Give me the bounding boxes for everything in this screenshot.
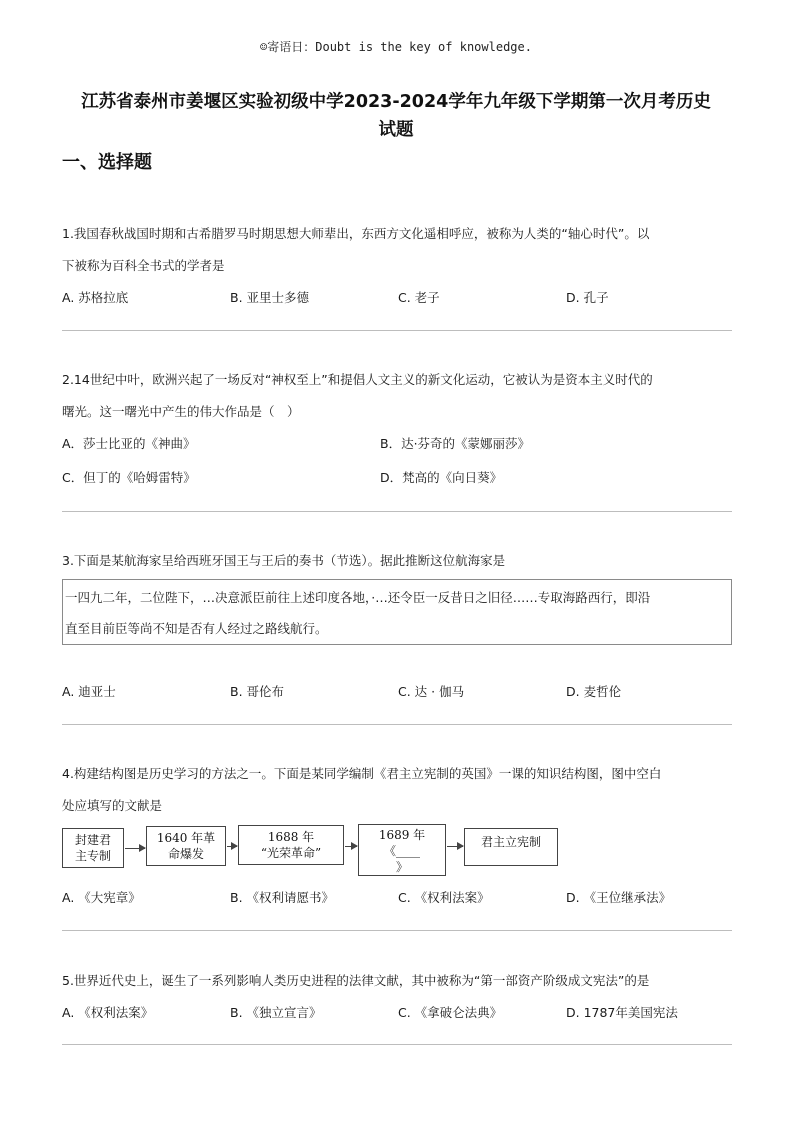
- box-text-line: 封建君: [74, 833, 111, 847]
- question-3-stem: [62, 545, 734, 577]
- question-2-options-row-2: [62, 462, 734, 494]
- box-text-line: 主专制: [74, 849, 111, 863]
- option-b[interactable]: B. 哥伦布: [230, 684, 285, 699]
- source-quote-box: [62, 579, 732, 645]
- option-a[interactable]: A. 《权利法案》: [62, 1005, 154, 1020]
- question-4-line-1: 4.构建结构图是历史学习的方法之一。下面是某同学编制《君主立宪制的英国》一课的知识结构图，图中空白: [62, 766, 662, 781]
- question-4-stem: [62, 758, 734, 822]
- diagram-box-1689-blank: [358, 824, 446, 876]
- arrow-icon: [345, 846, 357, 847]
- question-2-line-1: 2.14世纪中叶，欧洲兴起了一场反对“神权至上”和提倡人文主义的新文化运动，它被认为是资本主义时代的: [62, 372, 653, 387]
- page-title: [40, 88, 752, 144]
- quote-line-2: 直至目前臣等尚不知是否有人经过之路线航行。: [65, 621, 328, 636]
- option-c[interactable]: C. 老子: [398, 290, 440, 305]
- question-5-options: [62, 997, 734, 1029]
- option-a[interactable]: A. 苏格拉底: [62, 290, 129, 305]
- box-text-line: 命爆发: [167, 847, 204, 861]
- title-line-1: 江苏省泰州市姜堰区实验初级中学2023-2024学年九年级下学期第一次月考历史: [81, 92, 711, 112]
- quote-line-1: 一四九二年，二位陛下，…决意派臣前往上述印度各地，·…还令臣一反昔日之旧径……专取海路西行，即沿: [65, 590, 651, 605]
- arrow-icon: [227, 846, 237, 847]
- question-5-line-1: 5.世界近代史上，诞生了一系列影响人类历史进程的法律文献，其中被称为“第一部资产阶级成文宪法”的是: [62, 973, 650, 988]
- question-2-options-row-1: [62, 428, 734, 460]
- question-3-options: [62, 676, 734, 708]
- question-4-options: [62, 882, 734, 914]
- diagram-box-constitutional-monarchy: [464, 828, 558, 866]
- option-c[interactable]: C. 《拿破仑法典》: [398, 1005, 503, 1020]
- option-b[interactable]: B. 《权利请愿书》: [230, 890, 335, 905]
- question-1-line-1: 1.我国春秋战国时期和古希腊罗马时期思想大师辈出，东西方文化遥相呼应，被称为人类的“轴心时代”。以: [62, 226, 650, 241]
- section-heading: 一、选择题: [62, 152, 152, 173]
- option-b[interactable]: B. 《独立宣言》: [230, 1005, 322, 1020]
- motto: ☺寄语日：Doubt is the key of knowledge.: [260, 40, 532, 54]
- option-a[interactable]: A. 《大宪章》: [62, 890, 141, 905]
- question-1-options: [62, 282, 734, 314]
- option-c[interactable]: C．但丁的《哈姆雷特》: [62, 470, 196, 485]
- option-c[interactable]: C. 达 · 伽马: [398, 684, 465, 699]
- structure-diagram: [62, 824, 562, 876]
- diagram-box-feudal-monarchy: [62, 828, 124, 868]
- divider: [62, 330, 732, 331]
- diagram-box-glorious-revolution: [238, 825, 344, 865]
- divider: [62, 930, 732, 931]
- box-text-line: 》: [395, 860, 408, 874]
- divider: [62, 1044, 732, 1045]
- option-d[interactable]: D. 孔子: [566, 290, 609, 305]
- arrow-icon: [125, 848, 145, 849]
- title-line-2: 试题: [378, 120, 414, 140]
- question-2-stem: [62, 364, 734, 428]
- box-text-line: 1689 年: [378, 828, 426, 842]
- box-text-line: “光荣革命”: [260, 846, 322, 860]
- option-a[interactable]: A．莎士比亚的《神曲》: [62, 436, 196, 451]
- box-text-line: 1688 年: [267, 830, 315, 844]
- question-2-line-2: 曙光。这一曙光中产生的伟大作品是（ ）: [62, 404, 300, 419]
- question-1-stem: [62, 218, 734, 282]
- diagram-box-1640-revolution: [146, 826, 226, 866]
- option-d[interactable]: D．梵高的《向日葵》: [380, 470, 503, 485]
- option-d[interactable]: D. 麦哲伦: [566, 684, 622, 699]
- divider: [62, 511, 732, 512]
- question-4-line-2: 处应填写的文献是: [62, 798, 163, 813]
- box-text-line: 《____: [383, 844, 420, 858]
- divider: [62, 724, 732, 725]
- question-5-stem: [62, 965, 734, 997]
- option-d[interactable]: D. 《王位继承法》: [566, 890, 672, 905]
- box-text-line: 君主立宪制: [480, 835, 541, 849]
- question-3-line-1: 3.下面是某航海家呈给西班牙国王与王后的奏书（节选）。据此推断这位航海家是: [62, 553, 506, 568]
- box-text-line: 1640 年革: [156, 831, 216, 845]
- option-b[interactable]: B．达·芬奇的《蒙娜丽莎》: [380, 436, 531, 451]
- option-b[interactable]: B. 亚里士多德: [230, 290, 310, 305]
- option-d[interactable]: D. 1787年美国宪法: [566, 1005, 678, 1020]
- question-1-line-2: 下被称为百科全书式的学者是: [62, 258, 225, 273]
- arrow-icon: [447, 846, 463, 847]
- option-c[interactable]: C. 《权利法案》: [398, 890, 490, 905]
- option-a[interactable]: A. 迪亚士: [62, 684, 116, 699]
